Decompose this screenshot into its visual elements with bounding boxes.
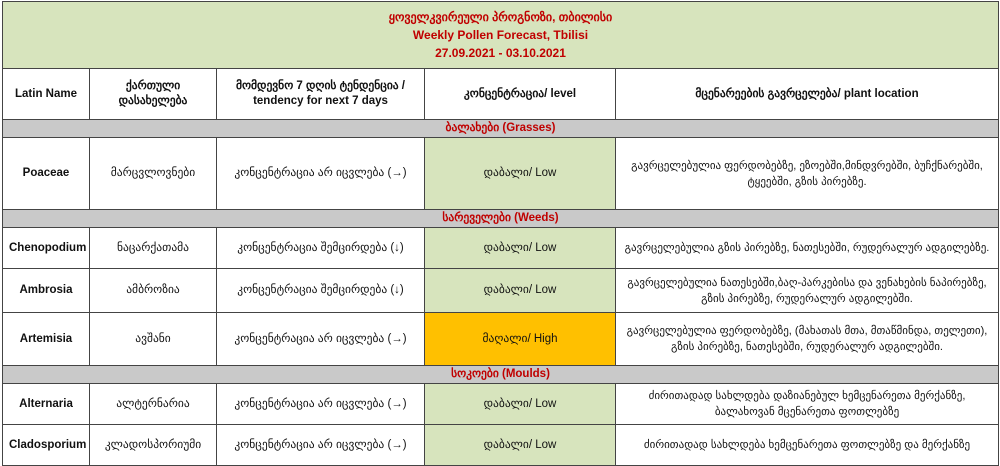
tendency-cell: კონცენტრაცია არ იცვლება (→) — [217, 138, 425, 210]
location-cell: ძირითადად სახლდება დაზიანებულ ხემცენარეთა მერქანზე, ბალახოვან მცენარეთა ფოთლებზე — [616, 384, 999, 425]
location-cell: გავრცელებულია ფერდობებზე, ეზოებში,მინდვრებში, ბუჩქნარებში, ტყეებში, გზის პირებზე. — [616, 138, 999, 210]
header-latin-name: Latin Name — [3, 69, 90, 120]
location-cell: ძირითადად სახლდება ხემცენარეთა ფოთლებზე და მერქანზე — [616, 425, 999, 466]
table-row — [3, 138, 999, 210]
location-cell: გავრცელებულია ნათესებში,ბაღ-პარკებისა და ვენახების ნაპირებზე, გზის პირებზე, რუდერალურ ადგილებში. — [616, 269, 999, 313]
header-location: მცენარეების გავრცელება/ plant location — [616, 69, 999, 120]
table-row — [3, 313, 999, 366]
georgian-name-cell: მარცვლოვნები — [90, 138, 217, 210]
title-english: Weekly Pollen Forecast, Tbilisi — [412, 28, 589, 42]
section-label: ბალახები (Grasses) — [3, 120, 999, 138]
title-georgian: ყოველკვირეული პროგნოზი, თბილისი — [388, 10, 613, 24]
header-row — [3, 69, 999, 120]
location-cell: გავრცელებულია გზის პირებზე, ნათესებში, რუდერალურ ადგილებზე. — [616, 228, 999, 269]
header-tendency: მომდევნო 7 დღის ტენდენცია / tendency for next 7 days — [217, 69, 425, 120]
table-row — [3, 384, 999, 425]
latin-name-cell: Alternaria — [3, 384, 90, 425]
tendency-cell: კონცენტრაცია არ იცვლება (→) — [217, 313, 425, 366]
pollen-forecast-table — [2, 1, 999, 466]
level-cell: დაბალი/ Low — [425, 384, 616, 425]
latin-name-cell: Artemisia — [3, 313, 90, 366]
level-cell: დაბალი/ Low — [425, 269, 616, 313]
title-date-range: 27.09.2021 - 03.10.2021 — [435, 46, 566, 60]
section-moulds — [3, 366, 999, 384]
table-row — [3, 228, 999, 269]
tendency-cell: კონცენტრაცია არ იცვლება (→) — [217, 384, 425, 425]
latin-name-cell: Ambrosia — [3, 269, 90, 313]
location-cell: გავრცელებულია ფერდობებზე, (მახათას მთა, მთაწმინდა, თელეთი), გზის პირებზე, ნათესებში, რუდერალურ ადგილებში. — [616, 313, 999, 366]
georgian-name-cell: ალტერნარია — [90, 384, 217, 425]
latin-name-cell: Cladosporium — [3, 425, 90, 466]
tendency-cell: კონცენტრაცია შემცირდება (↓) — [217, 228, 425, 269]
level-cell: დაბალი/ Low — [425, 138, 616, 210]
tendency-cell: კონცენტრაცია არ იცვლება (→) — [217, 425, 425, 466]
georgian-name-cell: კლადოსპორიუმი — [90, 425, 217, 466]
header-georgian-name: ქართული დასახელება — [90, 69, 217, 120]
title-cell — [3, 2, 999, 69]
level-cell: დაბალი/ Low — [425, 228, 616, 269]
georgian-name-cell: ამბროზია — [90, 269, 217, 313]
table-row — [3, 269, 999, 313]
tendency-cell: კონცენტრაცია შემცირდება (↓) — [217, 269, 425, 313]
title-row — [3, 2, 999, 69]
latin-name-cell: Poaceae — [3, 138, 90, 210]
level-cell: მაღალი/ High — [425, 313, 616, 366]
section-label: სოკოები (Moulds) — [3, 366, 999, 384]
georgian-name-cell: ნაცარქათამა — [90, 228, 217, 269]
level-cell: დაბალი/ Low — [425, 425, 616, 466]
table-row — [3, 425, 999, 466]
latin-name-cell: Chenopodium — [3, 228, 90, 269]
section-label: სარეველები (Weeds) — [3, 210, 999, 228]
section-weeds — [3, 210, 999, 228]
section-grasses — [3, 120, 999, 138]
header-level: კონცენტრაცია/ level — [425, 69, 616, 120]
georgian-name-cell: ავშანი — [90, 313, 217, 366]
pollen-forecast-sheet — [2, 1, 998, 466]
